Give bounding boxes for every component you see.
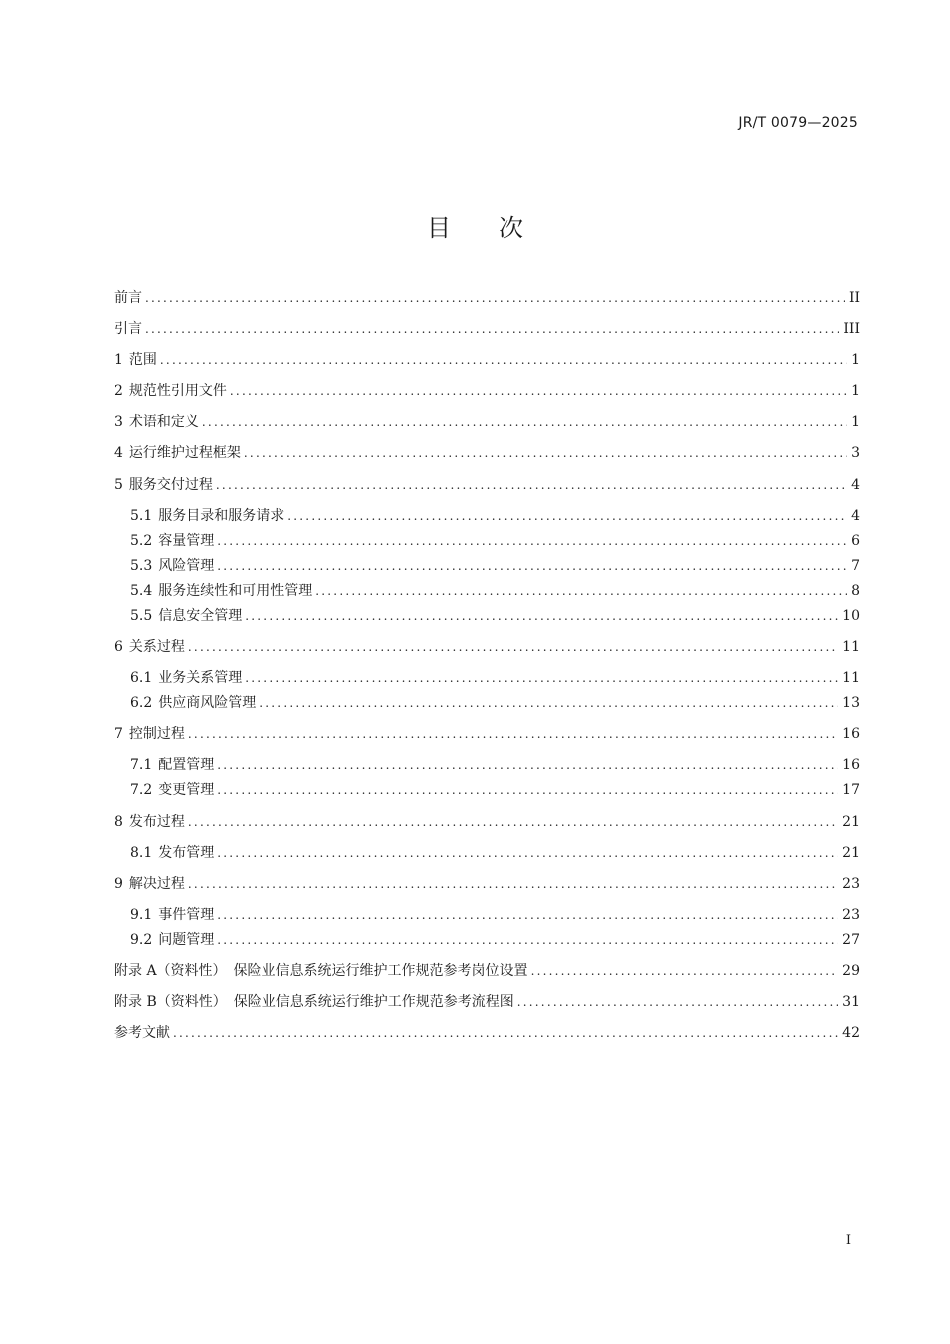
toc-page: 21	[842, 845, 860, 861]
toc-page: 4	[851, 477, 860, 493]
toc-entry-5-3[interactable]	[130, 555, 860, 577]
toc-page: 42	[842, 1025, 860, 1041]
toc-label: 范围	[128, 352, 157, 368]
dot-leader	[217, 530, 847, 552]
toc-number: 9.1	[130, 907, 153, 923]
toc-page: 21	[842, 814, 860, 830]
toc-page: 11	[842, 670, 860, 686]
toc-number: 7	[114, 726, 123, 742]
toc-page: 7	[851, 558, 860, 574]
toc-entry-9-1[interactable]	[130, 904, 860, 926]
toc-label: 变更管理	[158, 782, 215, 798]
toc-page: III	[843, 321, 860, 337]
toc-label: 参考文献	[114, 1025, 170, 1041]
toc-entry-foreword[interactable]	[114, 287, 860, 309]
dot-leader	[217, 842, 838, 864]
toc-entry-bibliography[interactable]	[114, 1022, 860, 1044]
toc-label: 发布过程	[128, 814, 185, 830]
dot-leader	[188, 811, 838, 833]
toc-entry-9-2[interactable]	[130, 929, 860, 951]
document-code: JR/T 0079—2025	[738, 115, 858, 131]
toc-number: 1	[114, 352, 123, 368]
dot-leader	[188, 723, 838, 745]
toc-entry-5-2[interactable]	[130, 530, 860, 552]
dot-leader	[517, 991, 838, 1013]
toc-entry-8[interactable]	[114, 811, 860, 833]
toc-label: 解决过程	[128, 876, 185, 892]
toc-page: 23	[842, 876, 860, 892]
dot-leader	[188, 873, 838, 895]
toc-page: 4	[851, 508, 860, 524]
toc-entry-introduction[interactable]	[114, 318, 860, 340]
dot-leader	[217, 779, 838, 801]
dot-leader	[216, 474, 847, 496]
toc-entry-6-2[interactable]	[130, 692, 860, 714]
toc-entry-2[interactable]	[114, 380, 860, 402]
toc-number: 5	[114, 477, 123, 493]
toc-label: 服务目录和服务请求	[158, 508, 285, 524]
toc-page: 27	[842, 932, 860, 948]
toc-page: 11	[842, 639, 860, 655]
toc-label: 信息安全管理	[158, 608, 243, 624]
toc-label: 规范性引用文件	[128, 383, 227, 399]
toc-page: 10	[842, 608, 860, 624]
dot-leader	[145, 287, 845, 309]
toc-page: 29	[842, 963, 860, 979]
toc-entry-9[interactable]	[114, 873, 860, 895]
toc-label: 服务连续性和可用性管理	[158, 583, 313, 599]
toc-page: 16	[842, 757, 860, 773]
toc-entry-7-2[interactable]	[130, 779, 860, 801]
dot-leader	[217, 555, 847, 577]
toc-page: 8	[851, 583, 860, 599]
toc-number: 5.3	[130, 558, 153, 574]
toc-entry-3[interactable]	[114, 411, 860, 433]
dot-leader	[217, 929, 838, 951]
toc-entry-5-1[interactable]	[130, 505, 860, 527]
toc-label: 供应商风险管理	[158, 695, 257, 711]
dot-leader	[217, 754, 838, 776]
toc-label: 业务关系管理	[158, 670, 243, 686]
toc-page: 6	[851, 533, 860, 549]
toc-number: 8.1	[130, 845, 153, 861]
dot-leader	[188, 636, 838, 658]
dot-leader	[173, 1022, 838, 1044]
toc-number: 7.2	[130, 782, 153, 798]
toc-label: 引言	[114, 321, 142, 337]
toc-label: 前言	[114, 290, 142, 306]
dot-leader	[217, 904, 838, 926]
title-char-1: 目	[427, 214, 451, 242]
toc-entry-7-1[interactable]	[130, 754, 860, 776]
toc-page: 1	[851, 414, 860, 430]
toc-label: 事件管理	[158, 907, 215, 923]
toc-number: 5.1	[130, 508, 153, 524]
toc-label: 容量管理	[158, 533, 215, 549]
toc-label: 控制过程	[128, 726, 185, 742]
dot-leader	[245, 667, 838, 689]
toc-page: 31	[842, 994, 860, 1010]
toc-page: 1	[851, 352, 860, 368]
toc-label: 发布管理	[158, 845, 215, 861]
toc-page: 16	[842, 726, 860, 742]
toc-entry-appendix-a[interactable]	[114, 960, 860, 982]
toc-number: 8	[114, 814, 123, 830]
dot-leader	[202, 411, 847, 433]
toc-page: 1	[851, 383, 860, 399]
toc-label: 风险管理	[158, 558, 215, 574]
toc-entry-5-5[interactable]	[130, 605, 860, 627]
toc-entry-appendix-b[interactable]	[114, 991, 860, 1013]
dot-leader	[160, 349, 847, 371]
toc-entry-6[interactable]	[114, 636, 860, 658]
toc-number: 6.1	[130, 670, 153, 686]
toc-number: 6	[114, 639, 123, 655]
dot-leader	[244, 442, 847, 464]
toc-label: 问题管理	[158, 932, 215, 948]
title-char-2: 次	[499, 214, 523, 242]
toc-label: 关系过程	[128, 639, 185, 655]
page-number: I	[845, 1233, 851, 1248]
toc-entry-7[interactable]	[114, 723, 860, 745]
dot-leader	[315, 580, 847, 602]
toc-number: 5.5	[130, 608, 153, 624]
toc-label: 附录 B（资料性） 保险业信息系统运行维护工作规范参考流程图	[114, 994, 514, 1010]
toc-number: 6.2	[130, 695, 153, 711]
dot-leader	[245, 605, 838, 627]
toc-number: 3	[114, 414, 123, 430]
toc-entry-1[interactable]	[114, 349, 860, 371]
dot-leader	[145, 318, 839, 340]
toc-page: II	[848, 290, 860, 306]
toc-entry-5-4[interactable]	[130, 580, 860, 602]
toc-entry-8-1[interactable]	[130, 842, 860, 864]
toc-number: 9.2	[130, 932, 153, 948]
toc-number: 5.4	[130, 583, 153, 599]
toc-number: 5.2	[130, 533, 153, 549]
toc-number: 4	[114, 445, 123, 461]
toc-page: 23	[842, 907, 860, 923]
toc-label: 配置管理	[158, 757, 215, 773]
dot-leader	[531, 960, 839, 982]
page-title	[0, 208, 950, 243]
toc-entry-4[interactable]	[114, 442, 860, 464]
toc-entry-6-1[interactable]	[130, 667, 860, 689]
toc-entry-5[interactable]	[114, 474, 860, 496]
toc-number: 9	[114, 876, 123, 892]
toc-page: 13	[842, 695, 860, 711]
toc-number: 2	[114, 383, 123, 399]
toc-number: 7.1	[130, 757, 153, 773]
toc-label: 服务交付过程	[128, 477, 213, 493]
toc-label: 术语和定义	[128, 414, 199, 430]
toc-label: 运行维护过程框架	[128, 445, 241, 461]
toc-label: 附录 A（资料性） 保险业信息系统运行维护工作规范参考岗位设置	[114, 963, 528, 979]
toc-page: 17	[842, 782, 860, 798]
dot-leader	[230, 380, 847, 402]
dot-leader	[259, 692, 838, 714]
dot-leader	[287, 505, 847, 527]
toc-page: 3	[851, 445, 860, 461]
